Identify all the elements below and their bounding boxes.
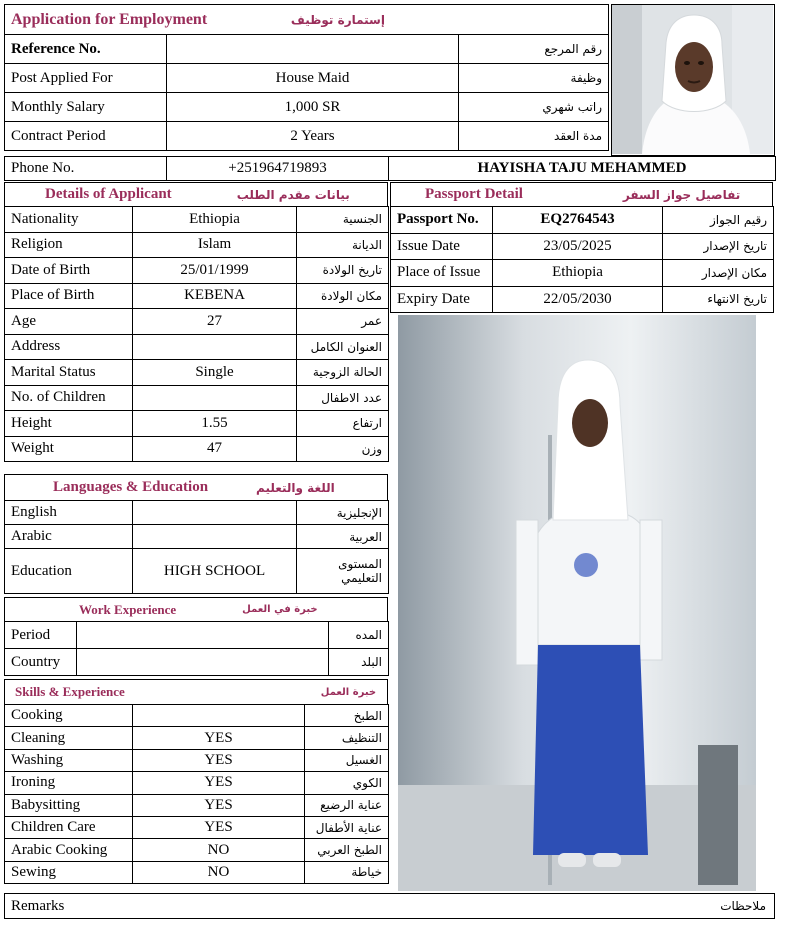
applicant-row bbox=[5, 385, 389, 411]
applicant-row bbox=[5, 436, 389, 462]
passport-details bbox=[390, 206, 773, 313]
applicant-label: Address bbox=[5, 334, 133, 360]
applicant-headshot bbox=[611, 4, 775, 156]
phone-table bbox=[4, 156, 776, 181]
passport-row bbox=[391, 260, 774, 287]
applicant-label-ar: عدد الاطفال bbox=[297, 385, 389, 411]
passport-row bbox=[391, 286, 774, 313]
full-photo-image bbox=[398, 315, 756, 891]
passport-section-title bbox=[390, 182, 773, 207]
skill-value: NO bbox=[133, 861, 305, 883]
applicant-row bbox=[5, 283, 389, 309]
passport-label: Expiry Date bbox=[391, 286, 493, 313]
passport-label-ar: رقيم الجواز bbox=[663, 207, 774, 234]
skill-value: YES bbox=[133, 816, 305, 838]
applicant-row bbox=[5, 207, 389, 233]
skill-label-ar: الكوي bbox=[305, 772, 389, 794]
languages-value bbox=[133, 525, 297, 549]
languages-label: English bbox=[5, 501, 133, 525]
applicant-value: 1.55 bbox=[133, 411, 297, 437]
skill-label: Arabic Cooking bbox=[5, 839, 133, 861]
application-title-ar: إستمارة توظيف bbox=[290, 12, 385, 27]
skill-row bbox=[5, 839, 389, 861]
skill-label: Sewing bbox=[5, 861, 133, 883]
applicant-details bbox=[4, 206, 388, 462]
applicant-row bbox=[5, 309, 389, 335]
applicant-title: Details of Applicant bbox=[45, 186, 172, 202]
skill-label-ar: التنظيف bbox=[305, 727, 389, 749]
remarks-row bbox=[4, 893, 775, 919]
languages-row bbox=[5, 501, 389, 525]
skill-label-ar: الطبخ العربي bbox=[305, 839, 389, 861]
work-row bbox=[5, 622, 389, 649]
work-title: Work Experience bbox=[79, 601, 177, 617]
passport-label: Passport No. bbox=[391, 207, 493, 234]
skill-row bbox=[5, 816, 389, 838]
languages-row bbox=[5, 525, 389, 549]
skill-label-ar: خياطة bbox=[305, 861, 389, 883]
skill-label: Cooking bbox=[5, 705, 133, 727]
work-label-ar: المده bbox=[329, 622, 389, 649]
applicant-label-ar: تاريخ الولادة bbox=[297, 258, 389, 284]
applicant-label: Height bbox=[5, 411, 133, 437]
applicant-label-ar: وزن bbox=[297, 436, 389, 462]
applicant-value: Ethiopia bbox=[133, 207, 297, 233]
work-row bbox=[5, 649, 389, 676]
skill-value: YES bbox=[133, 749, 305, 771]
applicant-value: Single bbox=[133, 360, 297, 386]
skill-value: NO bbox=[133, 839, 305, 861]
skill-value: YES bbox=[133, 794, 305, 816]
skill-label: Children Care bbox=[5, 816, 133, 838]
contract-label-ar: مدة العقد bbox=[459, 122, 609, 151]
skill-label-ar: الطبخ bbox=[305, 705, 389, 727]
languages-title: Languages & Education bbox=[53, 479, 209, 495]
work-details bbox=[4, 621, 388, 676]
skills-table bbox=[4, 704, 389, 884]
languages-label: Arabic bbox=[5, 525, 133, 549]
applicant-row bbox=[5, 232, 389, 258]
skill-row bbox=[5, 861, 389, 883]
applicant-label: Weight bbox=[5, 436, 133, 462]
applicant-label: Date of Birth bbox=[5, 258, 133, 284]
applicant-row bbox=[5, 334, 389, 360]
applicant-value: KEBENA bbox=[133, 283, 297, 309]
work-label: Country bbox=[5, 649, 77, 676]
header-table bbox=[4, 4, 609, 151]
header-block bbox=[4, 4, 608, 180]
applicant-full-photo bbox=[398, 315, 756, 891]
languages-row bbox=[5, 549, 389, 594]
skills-section-title bbox=[4, 679, 388, 705]
header-title-cell bbox=[5, 5, 609, 35]
applicant-title-ar: بيانات مقدم الطلب bbox=[236, 187, 350, 202]
skill-row bbox=[5, 772, 389, 794]
languages-value bbox=[133, 501, 297, 525]
work-section-title bbox=[4, 597, 388, 622]
skill-label-ar: عناية الرضيع bbox=[305, 794, 389, 816]
applicant-value: 25/01/1999 bbox=[133, 258, 297, 284]
skill-value: YES bbox=[133, 772, 305, 794]
work-value bbox=[77, 622, 329, 649]
application-title: Application for Employment bbox=[11, 10, 208, 28]
applicant-label-ar: الديانة bbox=[297, 232, 389, 258]
skill-row bbox=[5, 705, 389, 727]
applicant-label: No. of Children bbox=[5, 385, 133, 411]
skill-row bbox=[5, 727, 389, 749]
remarks-label-ar: ملاحظات bbox=[720, 899, 766, 913]
header-row bbox=[5, 122, 609, 151]
headshot-image bbox=[612, 5, 773, 154]
skill-value: YES bbox=[133, 727, 305, 749]
languages-title-ar: اللغة والتعليم bbox=[256, 480, 335, 495]
reference-label: Reference No. bbox=[5, 35, 167, 64]
languages-table bbox=[4, 500, 389, 594]
salary-label-ar: راتب شهري bbox=[459, 93, 609, 122]
applicant-value: 27 bbox=[133, 309, 297, 335]
skill-label-ar: الغسيل bbox=[305, 749, 389, 771]
passport-row bbox=[391, 207, 774, 234]
work-label: Period bbox=[5, 622, 77, 649]
reference-value bbox=[167, 35, 459, 64]
languages-value: HIGH SCHOOL bbox=[133, 549, 297, 594]
post-label-ar: وظيفة bbox=[459, 64, 609, 93]
languages-label-ar: المستوى التعليمي bbox=[297, 549, 389, 594]
post-value: House Maid bbox=[167, 64, 459, 93]
passport-value: 23/05/2025 bbox=[493, 233, 663, 260]
phone-value: +251964719893 bbox=[167, 157, 389, 181]
applicant-value bbox=[133, 334, 297, 360]
work-table bbox=[4, 621, 389, 676]
applicant-value bbox=[133, 385, 297, 411]
applicant-value: 47 bbox=[133, 436, 297, 462]
skill-label: Cleaning bbox=[5, 727, 133, 749]
header-row bbox=[5, 35, 609, 64]
languages-section-title bbox=[4, 474, 388, 501]
skill-label: Ironing bbox=[5, 772, 133, 794]
passport-row bbox=[391, 233, 774, 260]
applicant-label-ar: الجنسية bbox=[297, 207, 389, 233]
passport-title: Passport Detail bbox=[425, 186, 523, 202]
applicant-label: Nationality bbox=[5, 207, 133, 233]
passport-label-ar: تاريخ الانتهاء bbox=[663, 286, 774, 313]
applicant-label-ar: عمر bbox=[297, 309, 389, 335]
contract-value: 2 Years bbox=[167, 122, 459, 151]
skill-row bbox=[5, 749, 389, 771]
applicant-value: Islam bbox=[133, 232, 297, 258]
passport-table bbox=[390, 206, 774, 313]
work-title-ar: خبرة في العمل bbox=[242, 604, 318, 615]
applicant-label: Age bbox=[5, 309, 133, 335]
applicant-row bbox=[5, 360, 389, 386]
skill-label-ar: عناية الأطفال bbox=[305, 816, 389, 838]
applicant-row bbox=[5, 258, 389, 284]
header-row bbox=[5, 64, 609, 93]
passport-value: 22/05/2030 bbox=[493, 286, 663, 313]
passport-label: Place of Issue bbox=[391, 260, 493, 287]
header-row bbox=[5, 93, 609, 122]
languages-label-ar: العربية bbox=[297, 525, 389, 549]
passport-value: Ethiopia bbox=[493, 260, 663, 287]
contract-label: Contract Period bbox=[5, 122, 167, 151]
applicant-label-ar: مكان الولادة bbox=[297, 283, 389, 309]
remarks-label: Remarks bbox=[11, 897, 65, 914]
skills-details bbox=[4, 704, 388, 884]
work-value bbox=[77, 649, 329, 676]
salary-label: Monthly Salary bbox=[5, 93, 167, 122]
passport-title-ar: تفاصيل جواز السفر bbox=[622, 187, 741, 202]
languages-details bbox=[4, 500, 388, 594]
passport-label-ar: تاريخ الإصدار bbox=[663, 233, 774, 260]
skill-row bbox=[5, 794, 389, 816]
applicant-name: HAYISHA TAJU MEHAMMED bbox=[389, 157, 776, 181]
skills-title-ar: خبرة العمل bbox=[320, 686, 377, 698]
applicant-label: Place of Birth bbox=[5, 283, 133, 309]
applicant-label-ar: الحالة الزوجية bbox=[297, 360, 389, 386]
languages-label-ar: الإنجليزية bbox=[297, 501, 389, 525]
applicant-section-title bbox=[4, 182, 388, 207]
passport-label: Issue Date bbox=[391, 233, 493, 260]
phone-row bbox=[4, 156, 775, 182]
skill-value bbox=[133, 705, 305, 727]
passport-label-ar: مكان الإصدار bbox=[663, 260, 774, 287]
applicant-label: Religion bbox=[5, 232, 133, 258]
work-label-ar: البلد bbox=[329, 649, 389, 676]
skill-label: Babysitting bbox=[5, 794, 133, 816]
reference-label-ar: رقم المرجع bbox=[459, 35, 609, 64]
applicant-label-ar: العنوان الكامل bbox=[297, 334, 389, 360]
passport-value: EQ2764543 bbox=[493, 207, 663, 234]
phone-label: Phone No. bbox=[5, 157, 167, 181]
skill-label: Washing bbox=[5, 749, 133, 771]
applicant-row bbox=[5, 411, 389, 437]
applicant-label-ar: ارتفاع bbox=[297, 411, 389, 437]
applicant-table bbox=[4, 206, 389, 462]
applicant-label: Marital Status bbox=[5, 360, 133, 386]
post-label: Post Applied For bbox=[5, 64, 167, 93]
skills-title: Skills & Experience bbox=[15, 684, 125, 699]
languages-label: Education bbox=[5, 549, 133, 594]
salary-value: 1,000 SR bbox=[167, 93, 459, 122]
